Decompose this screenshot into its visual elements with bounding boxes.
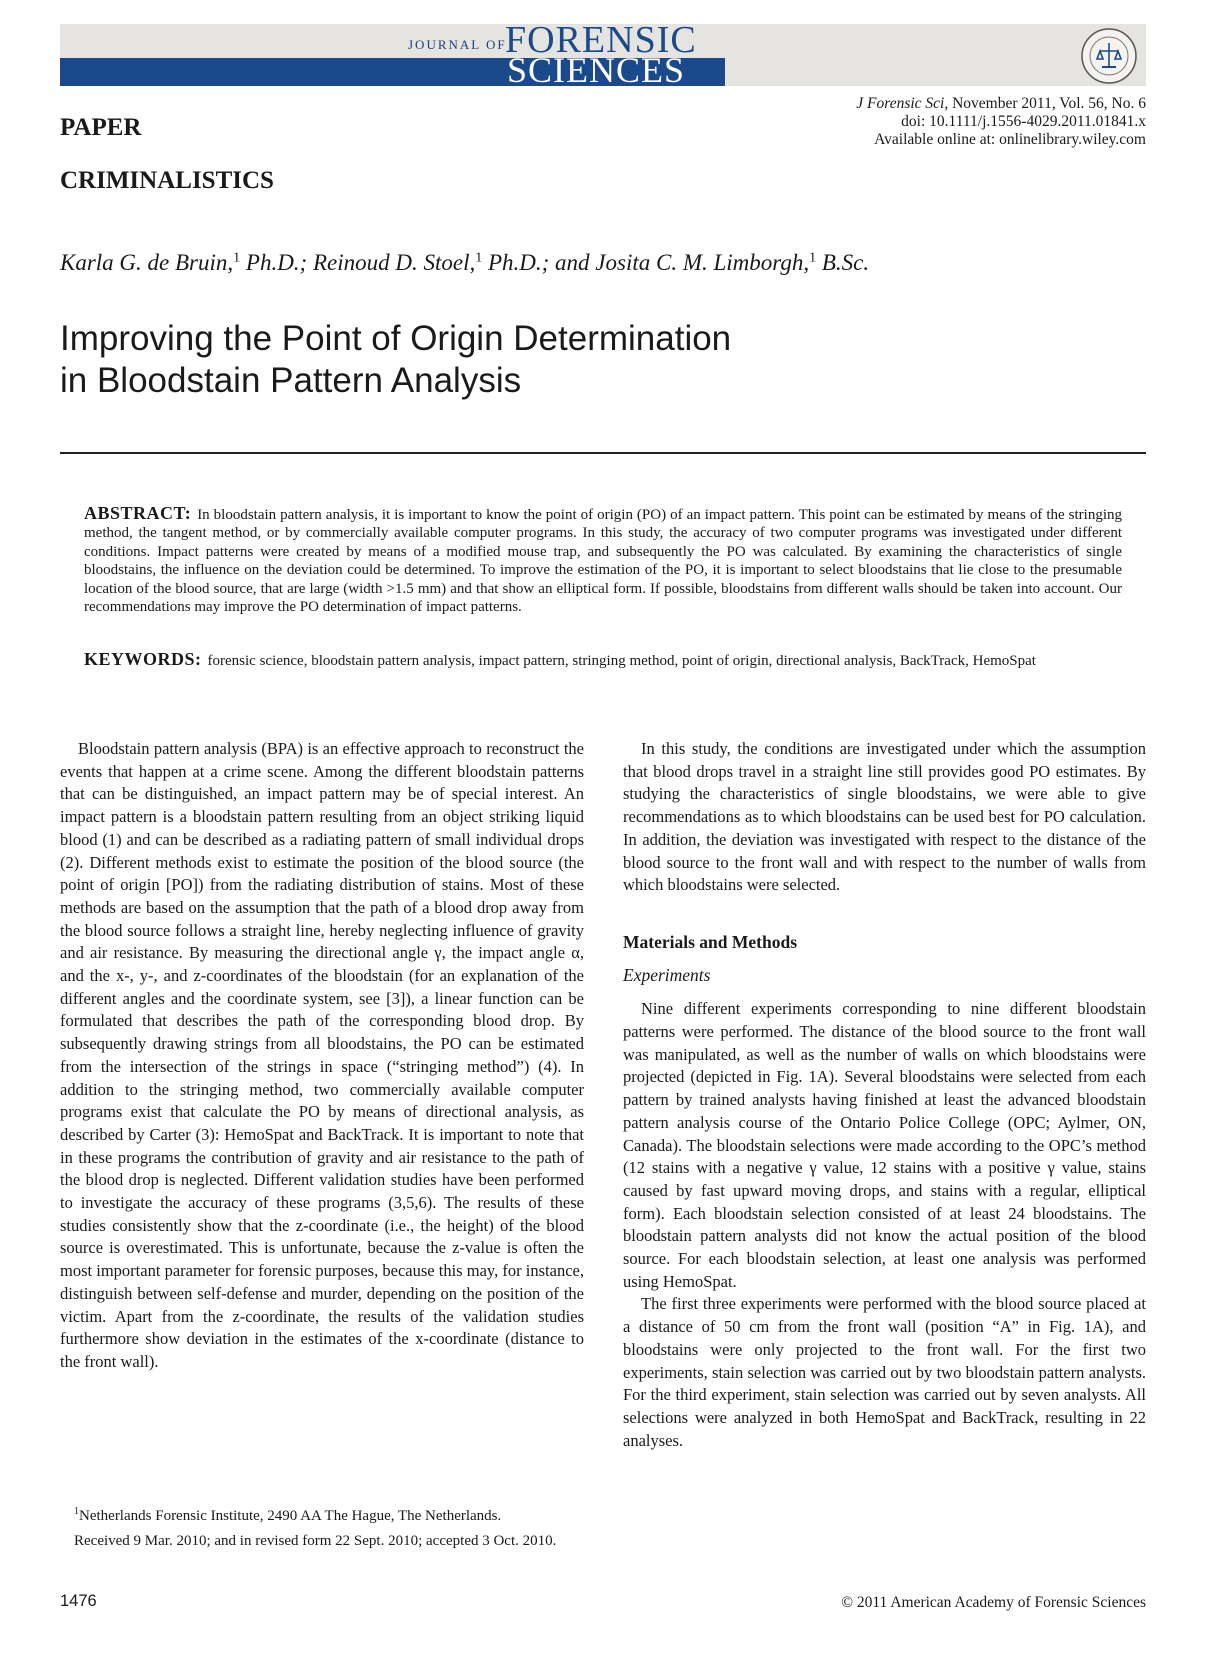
paper-title-line: in Bloodstain Pattern Analysis — [60, 361, 522, 400]
author-list — [60, 250, 869, 276]
masthead-sciences: SCIENCES — [507, 50, 686, 90]
keywords — [84, 650, 1122, 670]
paper-title-line: Improving the Point of Origin Determination — [60, 319, 732, 358]
citation-online: Available online at: onlinelibrary.wiley.com — [874, 131, 1146, 148]
heading-experiments: Experiments — [623, 964, 711, 985]
citation-journal: J Forensic Sci, — [856, 95, 949, 112]
body-paragraph: Bloodstain pattern analysis (BPA) is an effective approach to reconstruct the events that happen at a crime scene. Among the different bloodstain patterns that can be distinguished, an impact pattern may be of special interest. An impact pattern is a bloodstain pattern resulting from an object striking liquid blood (1) and can be described as a radiating pattern of small individual drops (2). Different methods exist to estimate the position of the blood source (the point of origin [PO]) from the radiating distribution of stains. Most of these methods are based on the assumption that the path of a blood drop away from the blood source follows a straight line, hereby neglecting influence of gravity and air resistance. By measuring the directional angle γ, the impact angle α, and the x-, y-, and z-coordinates of the bloodstain (for an explanation of the different angles and the coordinate system, see [3]), a linear function can be formulated that describes the path of the corresponding blood drop. By subsequently drawing strings from all bloodstains, the PO can be estimated from the intersection of the strings in space (“stringing method”) (4). In addition to the stringing method, two commercially available computer programs exist that calculate the PO by means of directional analysis, as described by Carter (3): HemoSpat and BackTrack. It is important to note that in these programs the contribution of gravity and air resistance to the path of the blood drop is neglected. Different validation studies have been performed to investigate the accuracy of these programs (3,5,6). The results of these studies consistently show that the z-coordinate (i.e., the height) of the blood source is overestimated. This is unfortunate, because the z-value is often the most important parameter for forensic purposes, because this may, for instance, distinguish between self-defense and murder, depending on the position of the victim. Apart from the z-coordinate, the results of the validation studies furthermore show deviation in the estimates of the x-coordinate (distance to the front wall). — [60, 739, 584, 1371]
heading-materials-methods: Materials and Methods — [623, 931, 798, 952]
title-divider — [60, 452, 1146, 454]
copyright-notice: © 2011 American Academy of Forensic Sciences — [841, 1594, 1146, 1611]
citation-doi: doi: 10.1111/j.1556-4029.2011.01841.x — [901, 113, 1146, 130]
author-affiliation-mark: 1 — [809, 250, 817, 266]
author-affiliation-mark: 1 — [233, 250, 241, 266]
footnote-received: Received 9 Mar. 2010; and in revised form 22 Sept. 2010; accepted 3 Oct. 2010. — [74, 1533, 557, 1549]
author-degree: Ph.D.; and — [482, 250, 590, 275]
author-name: Reinoud D. Stoel, — [307, 250, 476, 275]
citation-issue: November 2011, Vol. 56, No. 6 — [948, 95, 1146, 112]
footnote-mark: 1 — [74, 1506, 79, 1517]
body-paragraph: Nine different experiments corresponding to nine different bloodstain patterns were performed. The distance of the blood source to the front wall was manipulated, as well as the number of walls on which bloodstains were projected (depicted in Fig. 1A). Several bloodstains were selected from each pattern by trained analysts having finished at least the advanced bloodstain pattern analysis course of the Ontario Police College (OPC; Aylmer, ON, Canada). The bloodstain selections were made according to the OPC’s method (12 stains with a negative γ value, 12 stains with a positive γ value, stains caused by fast upward moving drops, and stains with a regular, elliptical form). Each bloodstain selection consisted of at least 24 bloodstains. The bloodstain pattern analysts did not know the actual position of the blood source. For each bloodstain selection, at least one analysis was performed using HemoSpat. — [623, 999, 1146, 1291]
masthead-journal-of: JOURNAL OF — [408, 37, 507, 52]
keywords-text: forensic science, bloodstain pattern analysis, impact pattern, stringing method, point of origin, directional analysis, BackTrack, HemoSpat — [207, 653, 1036, 669]
body-paragraph: In this study, the conditions are investigated under which the assumption that blood drops travel in a straight line still provides good PO estimates. By studying the characteristics of single bloodstains, we were able to give recommendations as to which bloodstains can be used best for PO calculation. In addition, the deviation was investigated with respect to the distance of the blood source to the front wall and with respect to the number of walls from which bloodstains were selected. — [623, 739, 1146, 895]
body-column-left — [60, 738, 584, 1374]
abstract-label: ABSTRACT: — [84, 503, 192, 523]
abstract-text: In bloodstain pattern analysis, it is important to know the point of origin (PO) of an impact pattern. This point can be estimated by means of the stringing method, the tangent method, or by commercially available computer programs. In this study, the accuracy of two computer programs was investigated under different conditions. Impact patterns were created by means of a modified mouse trap, and subsequently the PO was calculated. By examining the characteristics of single bloodstains, the influence on the deviation could be determined. To improve the estimation of the PO, it is important to select bloodstains that lie close to the presumable location of the blood source, that are large (width >1.5 mm) and that show an elliptical form. If possible, bloodstains from different walls should be taken into account. Our recommendations may improve the PO determination of impact patterns. — [84, 507, 1122, 616]
footnotes — [60, 1502, 584, 1557]
citation-block — [726, 95, 1146, 149]
paper-title — [60, 318, 960, 402]
author-name: Josita C. M. Limborgh, — [589, 250, 810, 275]
abstract — [84, 504, 1122, 616]
body-column-right — [623, 738, 1146, 1452]
author-degree: Ph.D.; — [240, 250, 308, 275]
journal-masthead — [60, 19, 1146, 90]
author-degree: B.Sc. — [816, 250, 870, 275]
author-name: Karla G. de Bruin, — [60, 250, 234, 275]
masthead-forensic: FORENSIC — [505, 19, 697, 61]
academy-seal-icon — [1080, 27, 1138, 85]
body-paragraph: The first three experiments were performed with the blood source placed at a distance of 50 cm from the front wall (position “A” in Fig. 1A), and bloodstains were only projected to the front wall. For the first two experiments, stain selection was carried out by two bloodstain pattern analysts. For the third experiment, stain selection was carried out by seven analysts. All selections were analyzed in both HemoSpat and BackTrack, resulting in 22 analyses. — [623, 1294, 1146, 1450]
footnote-affiliation: Netherlands Forensic Institute, 2490 AA The Hague, The Netherlands. — [79, 1508, 502, 1524]
keywords-label: KEYWORDS: — [84, 649, 202, 669]
author-affiliation-mark: 1 — [475, 250, 483, 266]
subsection-label: CRIMINALISTICS — [60, 167, 274, 194]
section-label: PAPER — [60, 114, 142, 141]
page-number: 1476 — [60, 1592, 97, 1610]
